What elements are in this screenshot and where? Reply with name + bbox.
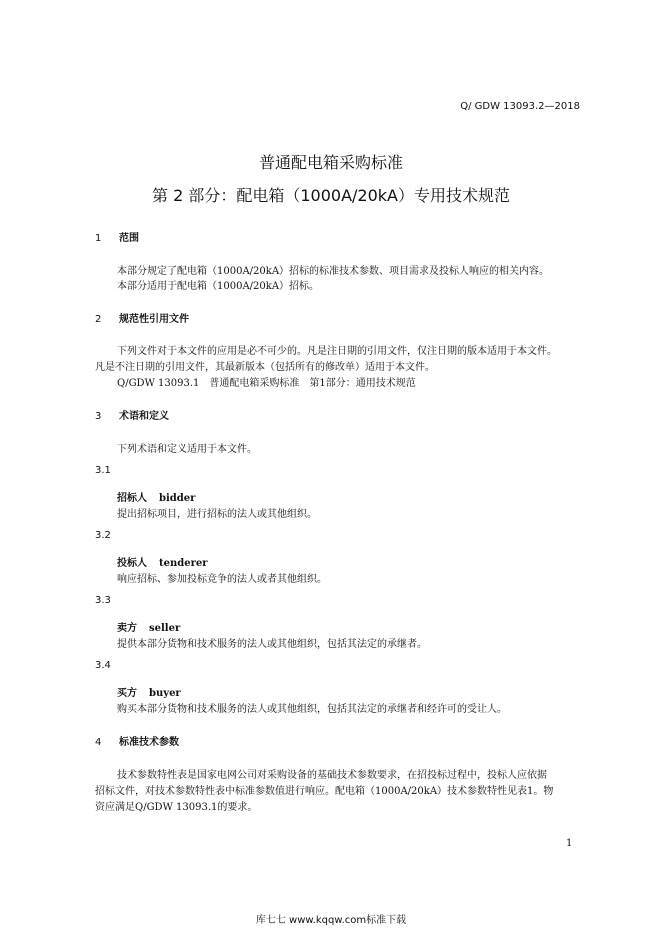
section-4-paragraph-line-2: 招标文件，对技术参数特性表中标准参数值进行响应。配电箱（1000A/20kA）技术参数特性见表1。物 xyxy=(95,786,554,797)
section-3-heading xyxy=(95,407,169,422)
term-definition: 响应招标、参加投标竞争的法人或者其他组织。 xyxy=(117,574,327,585)
term-title xyxy=(117,684,181,699)
section-4-paragraph-line-3: 资应满足Q/GDW 13093.1的要求。 xyxy=(95,802,258,813)
section-3-intro: 下列术语和定义适用于本文件。 xyxy=(117,444,257,455)
term-english: buyer xyxy=(149,688,181,699)
term-english: seller xyxy=(149,623,181,634)
term-title xyxy=(117,554,208,569)
term-chinese: 买方 xyxy=(117,688,137,699)
term-number: 3.1 xyxy=(95,465,111,476)
section-title: 范围 xyxy=(119,233,139,244)
term-definition: 购买本部分货物和技术服务的法人或其他组织，包括其法定的承继者和经许可的受让人。 xyxy=(117,704,507,715)
document-title: 普通配电箱采购标准 xyxy=(258,153,403,172)
term-chinese: 招标人 xyxy=(117,493,147,504)
section-title: 规范性引用文件 xyxy=(119,314,189,325)
section-1-paragraph-1: 本部分规定了配电箱（1000A/20kA）招标的标准技术参数、项目需求及投标人响应的相关内容。 xyxy=(117,266,550,277)
term-number: 3.3 xyxy=(95,595,111,606)
document-number: Q/ GDW 13093.2—2018 xyxy=(460,101,580,112)
term-definition: 提出招标项目，进行招标的法人或其他组织。 xyxy=(117,509,317,520)
section-number: 2 xyxy=(95,314,102,325)
section-2-heading xyxy=(95,310,189,325)
term-chinese: 卖方 xyxy=(117,623,137,634)
section-4-heading xyxy=(95,733,179,748)
section-number: 3 xyxy=(95,411,102,422)
section-1-heading xyxy=(95,229,139,244)
term-number: 3.4 xyxy=(95,660,111,671)
footer-watermark: 库七七 www.kqqw.com标准下载 xyxy=(255,915,407,926)
section-number: 4 xyxy=(95,737,102,748)
section-title: 术语和定义 xyxy=(119,411,169,422)
section-4-paragraph-line-1: 技术参数特性表是国家电网公司对采购设备的基础技术参数要求，在招投标过程中，投标人应依据 xyxy=(117,770,547,781)
section-title: 标准技术参数 xyxy=(119,737,179,748)
term-title xyxy=(117,489,195,504)
term-english: bidder xyxy=(159,493,196,504)
section-number: 1 xyxy=(95,233,102,244)
term-title xyxy=(117,619,180,634)
normative-reference: Q/GDW 13093.1 普通配电箱采购标准 第1部分：通用技术规范 xyxy=(117,378,416,389)
section-2-paragraph-line-1: 下列文件对于本文件的应用是必不可少的。凡是注日期的引用文件，仅注日期的版本适用于本文件。 xyxy=(117,346,557,357)
term-english: tenderer xyxy=(159,558,208,569)
section-1-paragraph-2: 本部分适用于配电箱（1000A/20kA）招标。 xyxy=(117,281,320,292)
section-2-paragraph-line-2: 凡是不注日期的引用文件，其最新版本（包括所有的修改单）适用于本文件。 xyxy=(95,362,435,373)
term-chinese: 投标人 xyxy=(117,558,147,569)
term-definition: 提供本部分货物和技术服务的法人或其他组织，包括其法定的承继者。 xyxy=(117,639,427,650)
document-subtitle: 第 2 部分：配电箱（1000A/20kA）专用技术规范 xyxy=(152,186,510,205)
page-number: 1 xyxy=(566,838,573,849)
term-number: 3.2 xyxy=(95,530,111,541)
